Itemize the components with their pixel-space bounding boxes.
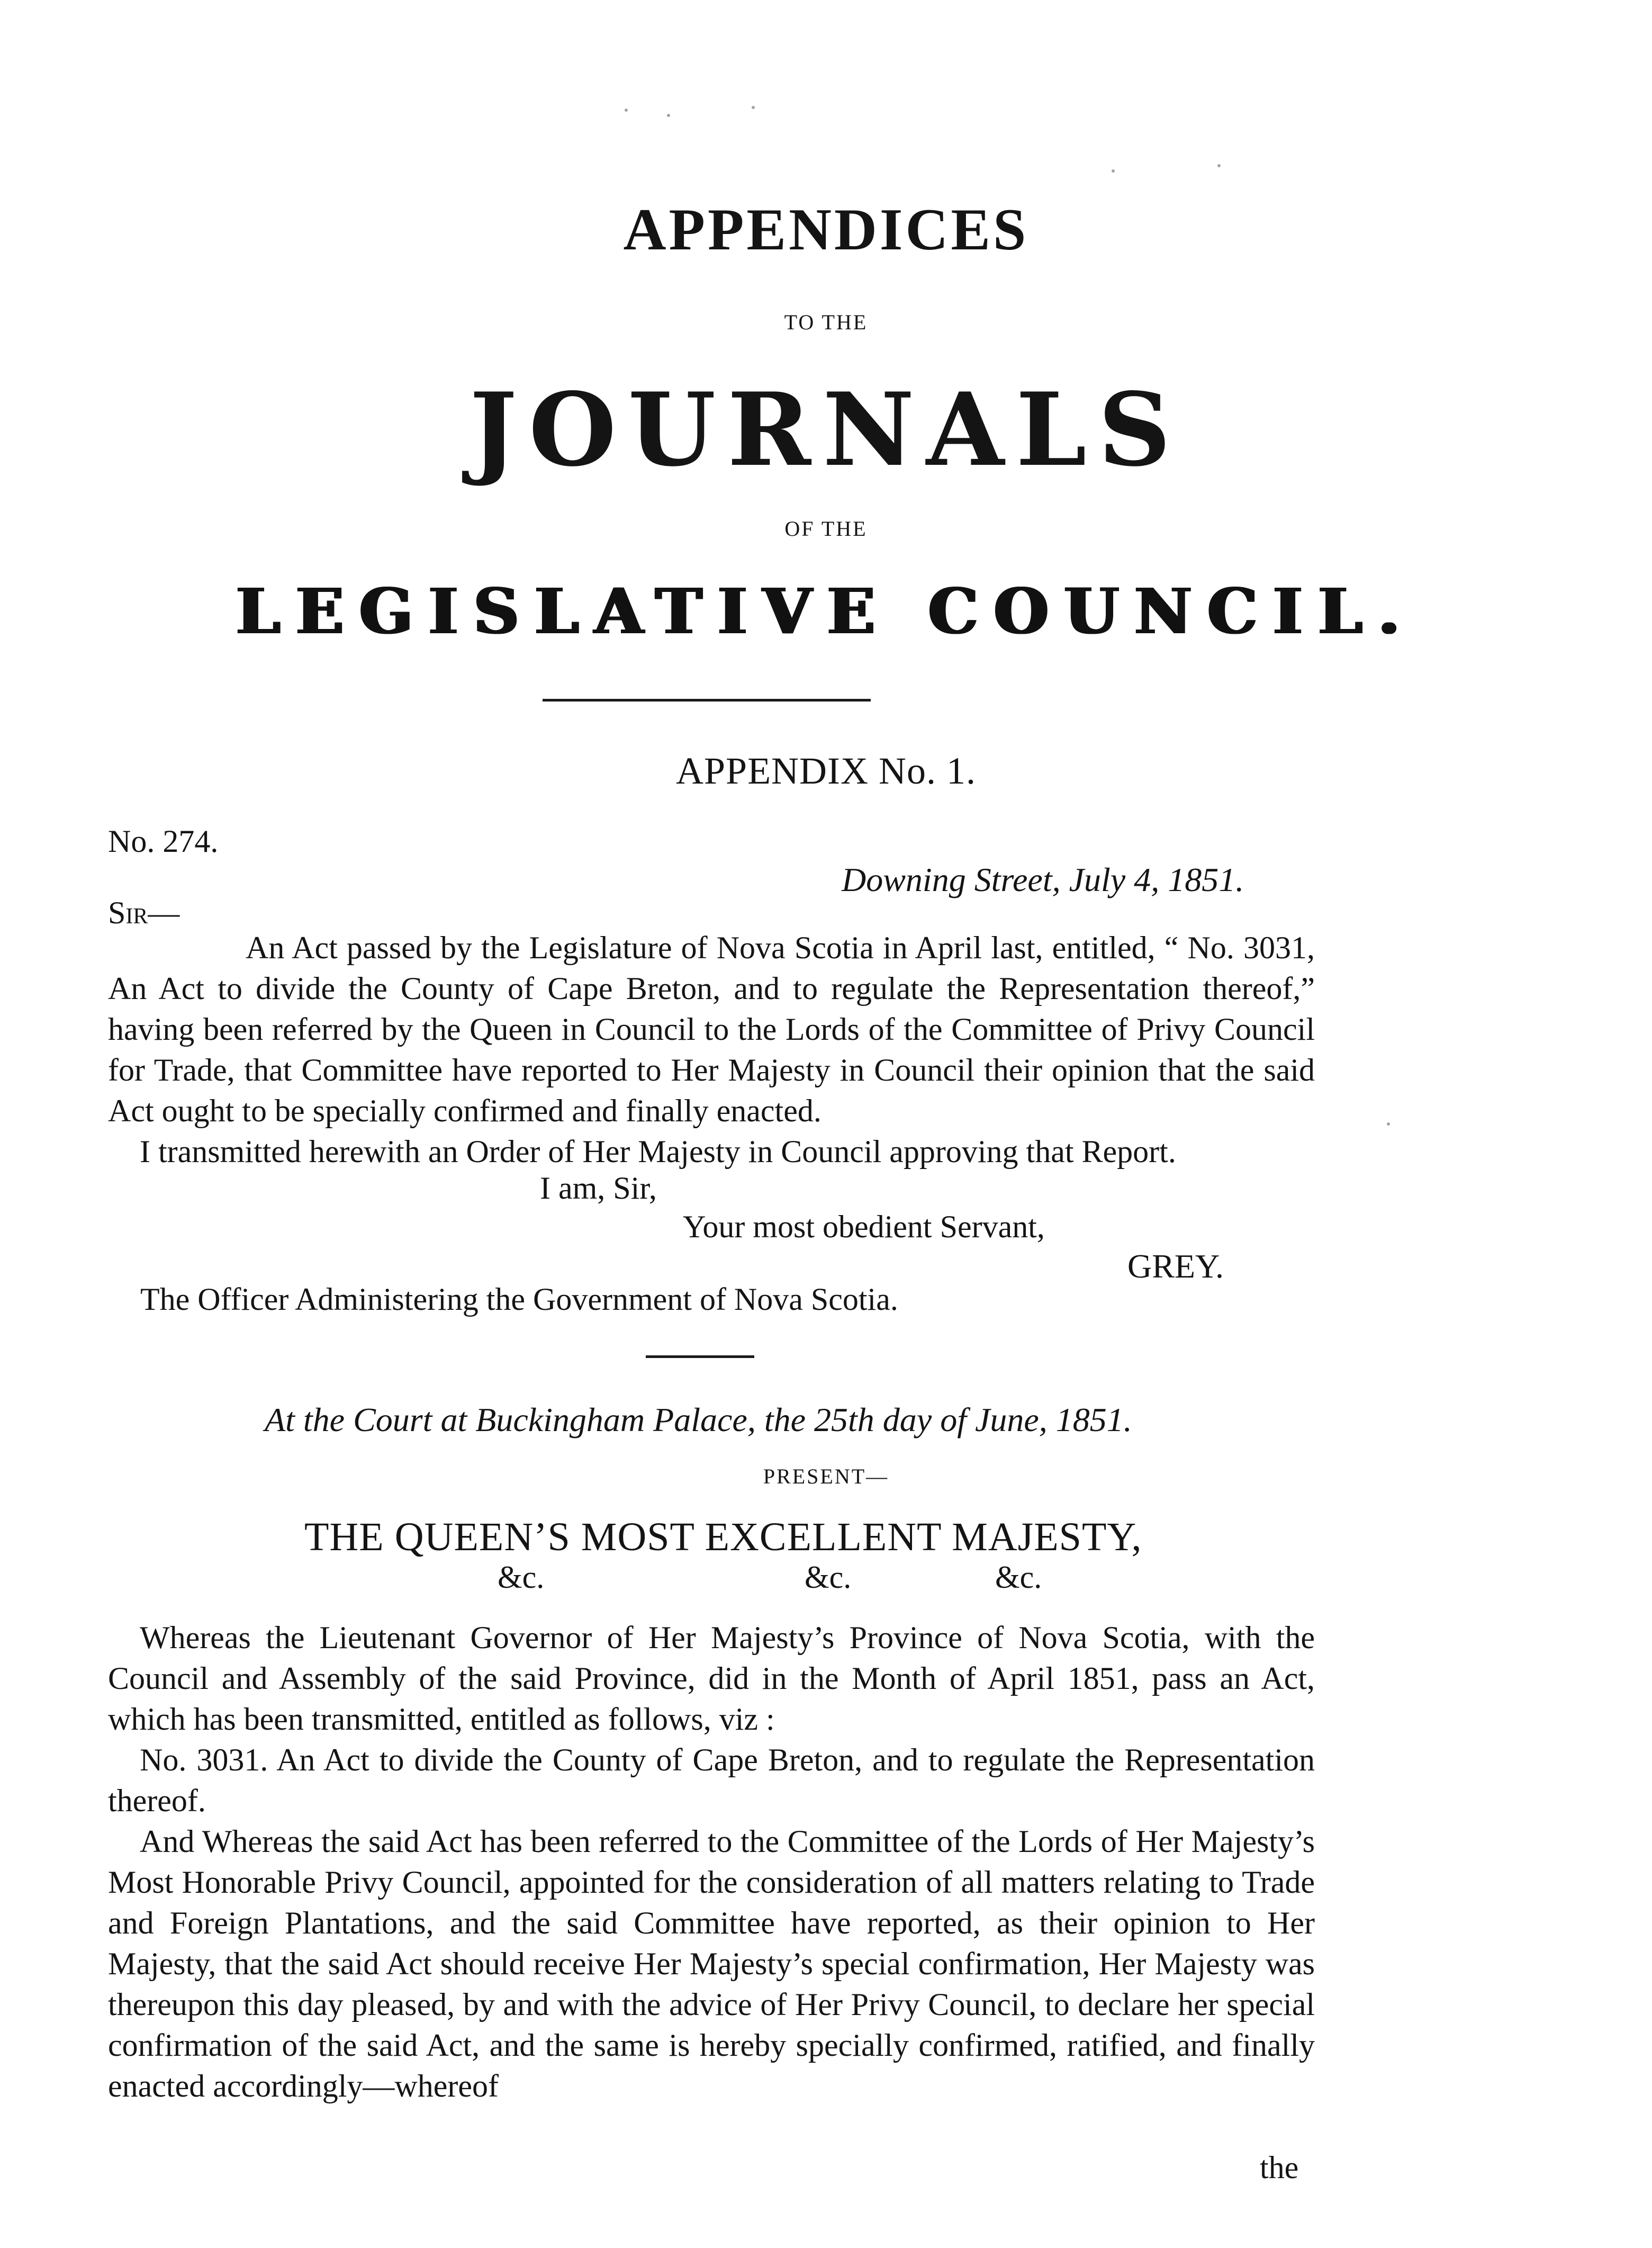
majesty-line: THE QUEEN’S MOST EXCELLENT MAJESTY, xyxy=(304,1515,1142,1559)
paper-speck xyxy=(752,106,755,109)
order-paragraph-1: Whereas the Lieutenant Governor of Her Majesty’s Province of Nova Scotia, with the Council and Assembly of the said Province, did in the Month of April 1851, pass an Act, which has been transmitted, entitled as follows, viz : xyxy=(108,1620,1315,1737)
letter-closing-1: I am, Sir, xyxy=(540,1171,657,1206)
present-label: PRESENT— xyxy=(763,1464,889,1488)
etc-3: &c. xyxy=(995,1560,1042,1595)
section-rule xyxy=(646,1355,754,1358)
appendix-heading: APPENDIX No. 1. xyxy=(675,750,977,792)
appendices-title: APPENDICES xyxy=(623,197,1029,263)
court-line: At the Court at Buckingham Palace, the 25th day of June, 1851. xyxy=(265,1401,1132,1438)
legislative-council-title: LEGISLATIVE COUNCIL. xyxy=(236,574,1416,648)
catchword: the xyxy=(1260,2150,1299,2185)
letter-transmit: I transmitted herewith an Order of Her Majesty in Council approving that Report. xyxy=(140,1134,1176,1169)
paper-speck xyxy=(667,114,670,117)
of-the-label: OF THE xyxy=(784,517,868,541)
header-rule xyxy=(543,699,871,702)
to-the-label: TO THE xyxy=(784,310,868,334)
journals-title: JOURNALS xyxy=(470,371,1182,489)
letter-number: No. 274. xyxy=(108,824,219,859)
order-paragraph-2: No. 3031. An Act to divide the County of Cape Breton, and to regulate the Representation thereof. xyxy=(108,1742,1315,1818)
paper-speck xyxy=(625,109,628,112)
letter-signature: GREY. xyxy=(1127,1247,1224,1285)
letter-closing-2: Your most obedient Servant, xyxy=(683,1209,1045,1244)
letter-addressee: The Officer Administering the Government of Nova Scotia. xyxy=(140,1282,898,1317)
letter-dateline: Downing Street, July 4, 1851. xyxy=(842,861,1244,898)
paper-speck xyxy=(1112,169,1115,173)
paper-speck xyxy=(1387,1122,1390,1126)
etc-2: &c. xyxy=(805,1560,852,1595)
etc-1: &c. xyxy=(498,1560,545,1595)
order-paragraph-3: And Whereas the said Act has been referred to the Committee of the Lords of Her Majesty’s Most Honorable Privy Council, appointed for the consideration of all matters relating to Trade and Foreign Plantations, and the said Committee have reported, as their opinion to Her Majesty, that the said Act should receive Her Majesty’s special confirmation, Her Majesty was thereupon this day pleased, by and with the advice of Her Privy Council, to declare her special confirmation of the said Act, and the same is hereby specially confirmed, ratified, and finally enacted accordingly—whereof xyxy=(108,1824,1315,2103)
letter-body: An Act passed by the Legislature of Nova Scotia in April last, entitled, “ No. 3031, An Act to divide the County of Cape Breton, and to regulate the Representation thereof,” having been referred by the Queen in Council to the Lords of the Committee of Privy Council for Trade, that Committee have reported to Her Majesty in Council their opinion that the said Act ought to be specially confirmed and finally enacted. xyxy=(108,930,1315,1128)
paper-speck xyxy=(1217,164,1221,167)
letter-salutation: Sir— xyxy=(108,895,180,930)
